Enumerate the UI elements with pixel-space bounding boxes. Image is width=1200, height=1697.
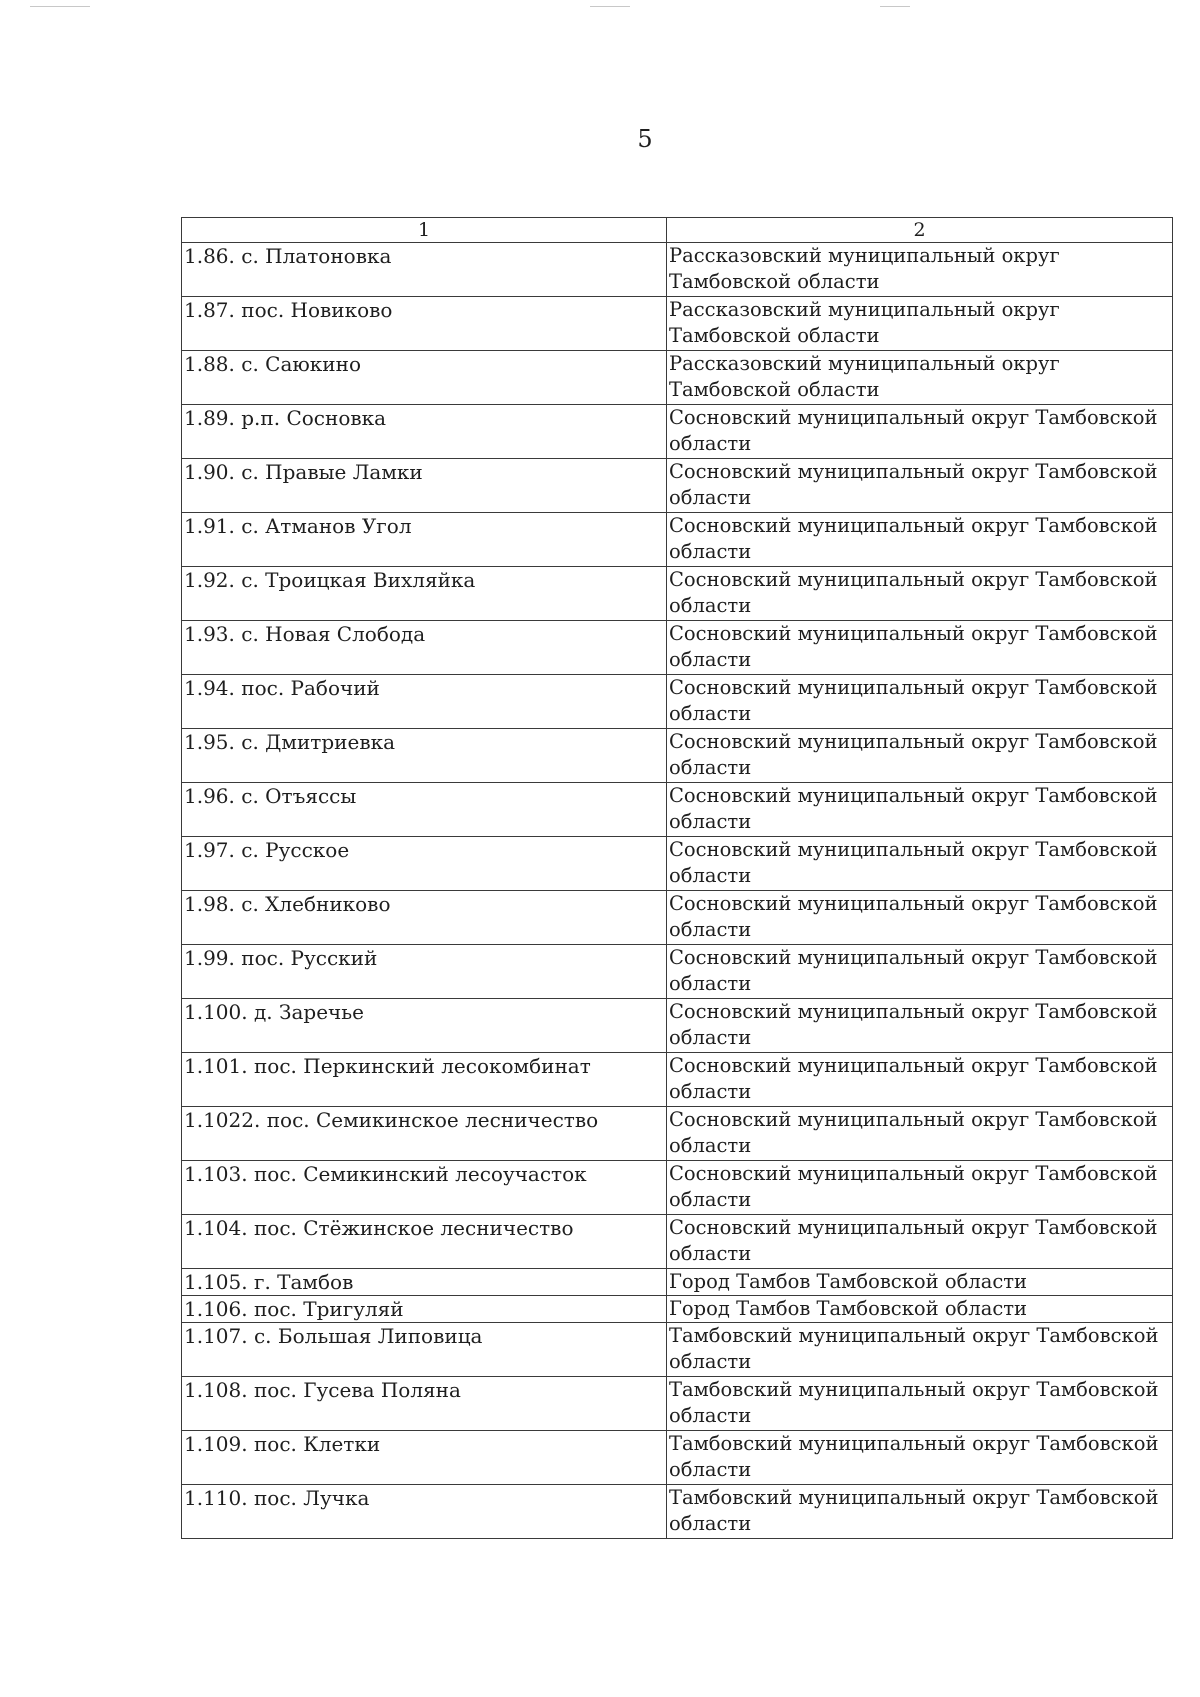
- table-row: [182, 1296, 1173, 1323]
- settlement-cell: 1.103. пос. Семикинский лесоучасток: [182, 1161, 667, 1215]
- district-cell: Сосновский муниципальный округ Тамбовской области: [667, 459, 1173, 513]
- district-cell: Сосновский муниципальный округ Тамбовской области: [667, 675, 1173, 729]
- scan-artifact: [880, 6, 910, 7]
- scan-artifact: [590, 6, 630, 7]
- settlement-cell: 1.107. с. Большая Липовица: [182, 1323, 667, 1377]
- settlement-cell: 1.91. с. Атманов Угол: [182, 513, 667, 567]
- table-row: [182, 351, 1173, 405]
- table-row: [182, 1485, 1173, 1539]
- table-row: [182, 1269, 1173, 1296]
- district-cell: Тамбовский муниципальный округ Тамбовской области: [667, 1485, 1173, 1539]
- settlement-cell: 1.90. с. Правые Ламки: [182, 459, 667, 513]
- settlement-cell: 1.97. с. Русское: [182, 837, 667, 891]
- district-cell: Сосновский муниципальный округ Тамбовской области: [667, 1215, 1173, 1269]
- table-row: [182, 297, 1173, 351]
- district-cell: Сосновский муниципальный округ Тамбовской области: [667, 837, 1173, 891]
- scan-artifact: [30, 6, 90, 7]
- table-row: [182, 945, 1173, 999]
- table-row: [182, 243, 1173, 297]
- district-cell: Рассказовский муниципальный округ Тамбовской области: [667, 351, 1173, 405]
- district-cell: Сосновский муниципальный округ Тамбовской области: [667, 999, 1173, 1053]
- table-row: [182, 837, 1173, 891]
- district-cell: Тамбовский муниципальный округ Тамбовской области: [667, 1431, 1173, 1485]
- table-row: [182, 567, 1173, 621]
- district-cell: Сосновский муниципальный округ Тамбовской области: [667, 945, 1173, 999]
- settlement-cell: 1.89. р.п. Сосновка: [182, 405, 667, 459]
- table-header-row: [182, 218, 1173, 243]
- district-cell: Сосновский муниципальный округ Тамбовской области: [667, 729, 1173, 783]
- page-number: 5: [637, 125, 653, 153]
- district-cell: Город Тамбов Тамбовской области: [667, 1269, 1173, 1296]
- settlement-cell: 1.92. с. Троицкая Вихляйка: [182, 567, 667, 621]
- table-row: [182, 513, 1173, 567]
- settlement-cell: 1.108. пос. Гусева Поляна: [182, 1377, 667, 1431]
- table-row: [182, 999, 1173, 1053]
- settlement-cell: 1.86. с. Платоновка: [182, 243, 667, 297]
- district-cell: Тамбовский муниципальный округ Тамбовской области: [667, 1323, 1173, 1377]
- district-cell: Рассказовский муниципальный округ Тамбовской области: [667, 243, 1173, 297]
- district-cell: Сосновский муниципальный округ Тамбовской области: [667, 1107, 1173, 1161]
- settlement-cell: 1.105. г. Тамбов: [182, 1269, 667, 1296]
- settlement-cell: 1.94. пос. Рабочий: [182, 675, 667, 729]
- settlement-cell: 1.101. пос. Перкинский лесокомбинат: [182, 1053, 667, 1107]
- table-row: [182, 891, 1173, 945]
- table-row: [182, 1053, 1173, 1107]
- column-header-2: 2: [667, 218, 1173, 243]
- table-row: [182, 1323, 1173, 1377]
- settlement-cell: 1.93. с. Новая Слобода: [182, 621, 667, 675]
- district-cell: Сосновский муниципальный округ Тамбовской области: [667, 783, 1173, 837]
- settlement-cell: 1.99. пос. Русский: [182, 945, 667, 999]
- table-row: [182, 405, 1173, 459]
- district-cell: Город Тамбов Тамбовской области: [667, 1296, 1173, 1323]
- district-cell: Сосновский муниципальный округ Тамбовской области: [667, 891, 1173, 945]
- settlement-cell: 1.88. с. Саюкино: [182, 351, 667, 405]
- table-body: [182, 243, 1173, 1539]
- column-header-1: 1: [182, 218, 667, 243]
- settlement-cell: 1.100. д. Заречье: [182, 999, 667, 1053]
- district-cell: Сосновский муниципальный округ Тамбовской области: [667, 405, 1173, 459]
- table-row: [182, 1431, 1173, 1485]
- table-row: [182, 729, 1173, 783]
- table-row: [182, 783, 1173, 837]
- table-row: [182, 1377, 1173, 1431]
- table-row: [182, 675, 1173, 729]
- table-row: [182, 459, 1173, 513]
- settlements-table: [181, 217, 1173, 1539]
- table-row: [182, 1161, 1173, 1215]
- district-cell: Сосновский муниципальный округ Тамбовской области: [667, 1161, 1173, 1215]
- table-row: [182, 621, 1173, 675]
- settlement-cell: 1.110. пос. Лучка: [182, 1485, 667, 1539]
- district-cell: Сосновский муниципальный округ Тамбовской области: [667, 1053, 1173, 1107]
- settlement-cell: 1.87. пос. Новиково: [182, 297, 667, 351]
- district-cell: Сосновский муниципальный округ Тамбовской области: [667, 567, 1173, 621]
- settlement-cell: 1.98. с. Хлебниково: [182, 891, 667, 945]
- settlement-cell: 1.95. с. Дмитриевка: [182, 729, 667, 783]
- table-row: [182, 1215, 1173, 1269]
- settlement-cell: 1.96. с. Отъяссы: [182, 783, 667, 837]
- table-row: [182, 1107, 1173, 1161]
- district-cell: Тамбовский муниципальный округ Тамбовской области: [667, 1377, 1173, 1431]
- settlement-cell: 1.106. пос. Тригуляй: [182, 1296, 667, 1323]
- settlement-cell: 1.104. пос. Стёжинское лесничество: [182, 1215, 667, 1269]
- settlement-cell: 1.1022. пос. Семикинское лесничество: [182, 1107, 667, 1161]
- district-cell: Рассказовский муниципальный округ Тамбовской области: [667, 297, 1173, 351]
- district-cell: Сосновский муниципальный округ Тамбовской области: [667, 513, 1173, 567]
- district-cell: Сосновский муниципальный округ Тамбовской области: [667, 621, 1173, 675]
- settlement-cell: 1.109. пос. Клетки: [182, 1431, 667, 1485]
